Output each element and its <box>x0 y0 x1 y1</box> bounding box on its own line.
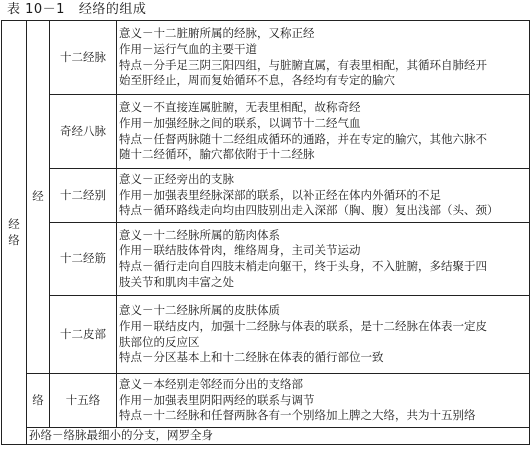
group-label-cell-jing <box>27 21 50 374</box>
group-label-luo: 络 <box>32 392 44 407</box>
row-name-cell <box>50 21 117 95</box>
root-label: 经络 <box>8 216 20 247</box>
table-caption: 表 10－1 经络的组成 <box>7 2 147 17</box>
detail-line: 特点－循环路线走向均由四肢别出走入深部（胸、腹）复出浅部（头、颈） <box>119 203 499 218</box>
detail-line: 意义－本经别走邻经而分出的支络部 <box>119 377 303 392</box>
row-name-shier-jingbie: 十二经别 <box>60 187 106 202</box>
detail-line: 意义－十二脏腑所属的经脉，又称正经 <box>119 26 315 41</box>
row-name-qijing-bamai: 奇经八脉 <box>60 123 106 138</box>
sunluo-text: 孙络－络脉最细小的分支，网罗全身 <box>29 428 213 443</box>
row-detail-cell <box>117 296 530 374</box>
row-name-cell <box>50 95 117 169</box>
table-row <box>2 21 530 95</box>
detail-line: 随十二经循环，腧穴都依附于十二经脉 <box>119 147 315 162</box>
table-row <box>2 169 530 223</box>
table-row <box>2 296 530 374</box>
row-detail-cell <box>117 95 530 169</box>
table-row <box>2 95 530 169</box>
row-detail-cell <box>117 21 530 95</box>
detail-line: 意义－十二经脉所属的皮肤体质 <box>119 303 280 318</box>
row-detail-cell <box>117 169 530 223</box>
row-name-cell <box>50 374 117 428</box>
root-label-cell <box>2 21 27 445</box>
detail-line: 肢关节和肌肉丰富之处 <box>119 274 234 289</box>
detail-line: 特点－分区基本上和十二经脉在体表的循行部位一致 <box>119 350 384 365</box>
group-label-cell-luo <box>27 374 50 428</box>
row-name-shier-pibu: 十二皮部 <box>60 326 106 341</box>
detail-line: 肤部位的反应区 <box>119 334 200 349</box>
row-name-shiwu-luo: 十五络 <box>65 392 101 407</box>
detail-line: 意义－十二经脉所属的筋肉体系 <box>119 227 280 242</box>
sunluo-cell <box>27 428 530 445</box>
detail-line: 特点－循行走向自四肢末梢走向躯干，终于头身，不入脏腑，多结聚于四 <box>119 259 487 273</box>
detail-line: 作用－联结肢体骨肉，维络周身，主司关节运动 <box>119 243 361 258</box>
detail-line: 作用－联结皮内，加强十二经脉与体表的联系，是十二经脉在体表一定皮 <box>119 318 487 333</box>
detail-line: 作用－加强表里阴阳两经的联系与调节 <box>119 392 315 407</box>
detail-line: 意义－正经旁出的支脉 <box>119 172 234 187</box>
row-detail-cell <box>117 223 530 296</box>
row-name-shier-jingjin: 十二经筋 <box>60 251 106 266</box>
row-name-shier-jingmai: 十二经脉 <box>60 49 106 64</box>
detail-line: 作用－加强表里经脉深部的联系，以补正经在体内外循环的不足 <box>119 187 441 202</box>
detail-line: 特点－任督两脉随十二经组成循环的通路，并在专定的腧穴，其他六脉不 <box>119 131 487 146</box>
detail-line: 特点－十二经脉和任督两脉各有一个别络加上脾之大络，共为十五别络 <box>119 408 476 423</box>
table-row <box>2 374 530 428</box>
group-label-jing: 经 <box>32 189 44 204</box>
row-detail-cell <box>117 374 530 428</box>
detail-line: 意义－不直接连属脏腑，无表里相配，故称奇经 <box>119 100 361 115</box>
detail-line: 始至肝经止，周而复始循环不息，各经均有专定的腧穴 <box>119 73 395 88</box>
row-name-cell <box>50 169 117 223</box>
detail-line: 作用－加强经脉之间的联系，以调节十二经气血 <box>119 115 361 130</box>
table-row <box>2 428 530 445</box>
meridian-composition-table <box>1 20 530 445</box>
detail-line: 作用－运行气血的主要干道 <box>119 41 257 56</box>
detail-line: 特点－分手足三阴三阳四组，与脏腑直属，有表里相配，其循环自肺经开 <box>119 57 487 72</box>
row-name-cell <box>50 296 117 374</box>
row-name-cell <box>50 223 117 296</box>
table-row <box>2 223 530 296</box>
